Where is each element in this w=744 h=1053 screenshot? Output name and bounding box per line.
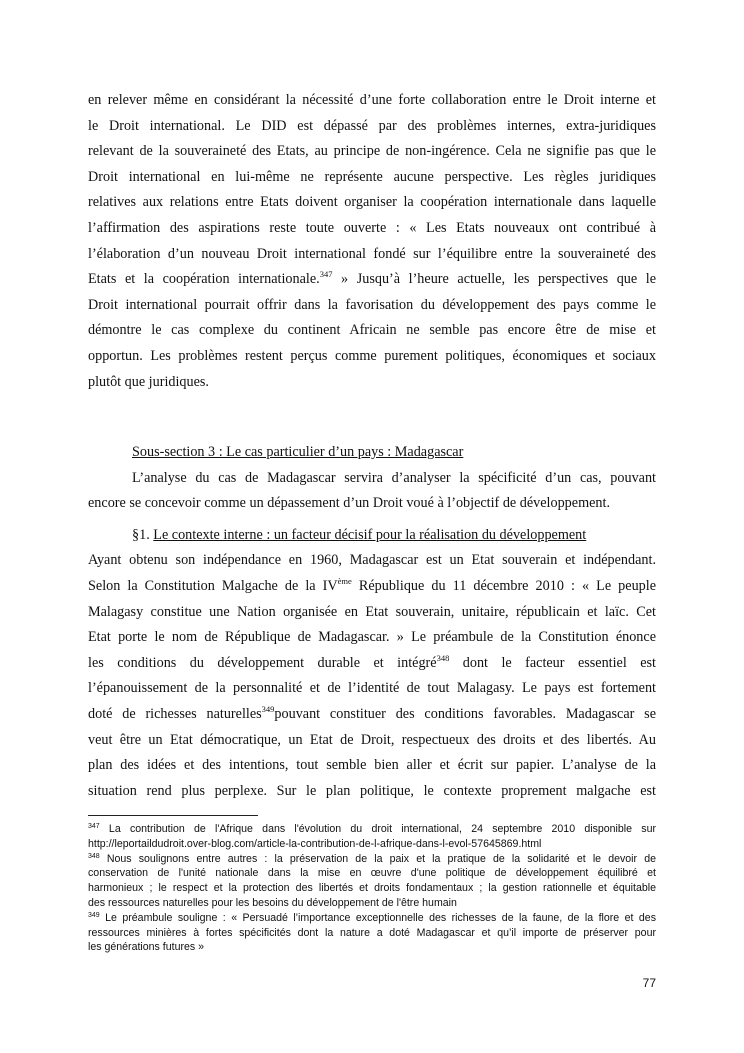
text-line — [88, 267, 656, 293]
text-line: l’élaboration d’un nouveau Droit international fondé sur l’équilibre entre la souveraineté des — [88, 245, 656, 262]
footnote-text: La contribution de l'Afrique dans l'évolution du droit international, 24 septembre 2010 disponible sur — [99, 823, 656, 835]
footnote-line: les générations futures » — [88, 941, 205, 954]
text-fragment: Etats et la coopération internationale. — [88, 271, 320, 288]
text-line: Droit international pourrait offrir dans la favorisation du développement des pays comme le — [88, 296, 656, 313]
footnote-line: harmonieux ; le respect et la protection des libertés et droits fondamentaux ; la gestion rationnelle et équitable — [88, 882, 656, 895]
text-line: opportun. Les problèmes restent perçus comme purement politiques, économiques et sociaux — [88, 347, 656, 364]
text-line: encore se concevoir comme un dépassement d’un Droit voué à l’objectif de développement. — [88, 495, 610, 512]
footnote-number: 347 — [88, 823, 100, 830]
text-line: relevant de la souveraineté des Etats, au principe de non-ingérence. Cela ne signifie pas que le — [88, 143, 656, 160]
footnote-line: ressources minières à fortes spécificités dont la nature a doté Madagascar et qu’il importe de préserver pour — [88, 926, 656, 939]
text-fragment: République du 11 décembre 2010 : « Le peuple — [351, 577, 657, 594]
text-line: l’affirmation des aspirations reste toute ouverte : « Les Etats nouveaux ont contribué à — [88, 219, 656, 236]
footnote-line: conservation de l'unité nationale dans la mise en œuvre d'une politique de développement équilibré et — [88, 867, 656, 880]
text-line: veut être un Etat démocratique, un Etat de Droit, respectueux des droits et des libertés. Au — [88, 731, 656, 748]
footnote-349 — [88, 911, 656, 926]
text-line: plan des idées et des intentions, tout semble bien aller et écrit sur papier. L’analyse de la — [88, 757, 656, 774]
footnote-separator — [88, 815, 258, 816]
body-paragraph — [88, 88, 656, 395]
text-line: en relever même en considérant la nécessité d’une forte collaboration entre le Droit interne et — [88, 92, 656, 108]
text-line: le Droit international. Le DID est dépassé par des problèmes internes, extra-juridiques — [88, 117, 656, 134]
footnote-348 — [88, 852, 656, 867]
text-fragment: doté de richesses naturelles — [88, 705, 262, 722]
footnote-text: Le préambule souligne : « Persuadé l’importance exceptionnelle des richesses de la faune, de la flore et des — [99, 911, 656, 924]
text-fragment: les conditions du développement durable et intégré — [88, 654, 437, 671]
text-line: relatives aux relations entre Etats doivent organiser la coopération internationale dans laquelle — [88, 194, 656, 211]
text-fragment: dont le facteur essentiel est — [449, 654, 657, 671]
subsection-title-text: Sous-section 3 : Le cas particulier d’un pays : Madagascar — [132, 444, 464, 460]
text-line: démontre le cas complexe du continent Africain ne semble pas encore être de mise et — [88, 322, 656, 339]
footnote-ref-348[interactable]: 348 — [436, 652, 450, 663]
footnotes — [88, 822, 656, 955]
footnote-number: 349 — [88, 911, 100, 919]
text-line: plutôt que juridiques. — [88, 373, 209, 390]
paragraph-title: Le contexte interne : un facteur décisif pour la réalisation du développement — [153, 526, 587, 543]
paragraph-number: §1. — [132, 526, 154, 543]
footnote-line: des ressources naturelles pour les besoins du développement de l'être humain — [88, 896, 457, 909]
ordinal-superscript: ème — [337, 575, 352, 586]
text-fragment: Selon la Constitution Malgache de la IV — [88, 577, 338, 594]
subsection-title — [88, 440, 656, 466]
footnote-text: Nous soulignons entre autres : la préservation de la paix et la pratique de la solidarité et le devoir de — [99, 852, 656, 865]
text-line: l’épanouissement de la personnalité et de l’identité de tout Malagasy. Le pays est fortement — [88, 680, 656, 697]
footnote-link[interactable]: http://leportaildudroit.over-blog.com/article-la-contribution-de-l-afrique-dans-l-evol-57645869.html — [88, 837, 542, 850]
text-line — [88, 574, 656, 600]
text-line — [88, 651, 656, 677]
text-line: Ayant obtenu son indépendance en 1960, Madagascar est un Etat souverain et indépendant. — [88, 552, 656, 569]
text-line: Droit international en lui-même ne représente aucune perspective. Les règles juridiques — [88, 168, 656, 185]
text-line — [88, 702, 656, 728]
text-line: situation rend plus perplexe. Sur le plan politique, le contexte proprement malgache est — [88, 782, 656, 799]
text-line: Etat porte le nom de République de Madagascar. » Le préambule de la Constitution énonce — [88, 629, 656, 646]
footnote-ref-347[interactable]: 347 — [319, 269, 333, 280]
footnote-347 — [88, 822, 656, 837]
subsection-block — [88, 440, 656, 804]
footnote-ref-349[interactable]: 349 — [261, 703, 275, 714]
text-fragment: pouvant constituer des conditions favorables. Madagascar se — [274, 705, 656, 722]
text-line: L’analyse du cas de Madagascar servira d’analyser la spécificité d’un cas, pouvant — [132, 469, 656, 486]
footnote-number: 348 — [88, 852, 100, 860]
text-line: Malagasy constitue une Nation organisée en Etat souverain, unitaire, républicain et laïc. Cet — [88, 603, 656, 620]
text-fragment: » Jusqu’à l’heure actuelle, les perspectives que le — [332, 271, 656, 288]
page-number: 77 — [642, 976, 656, 990]
paragraph-heading — [88, 523, 656, 549]
